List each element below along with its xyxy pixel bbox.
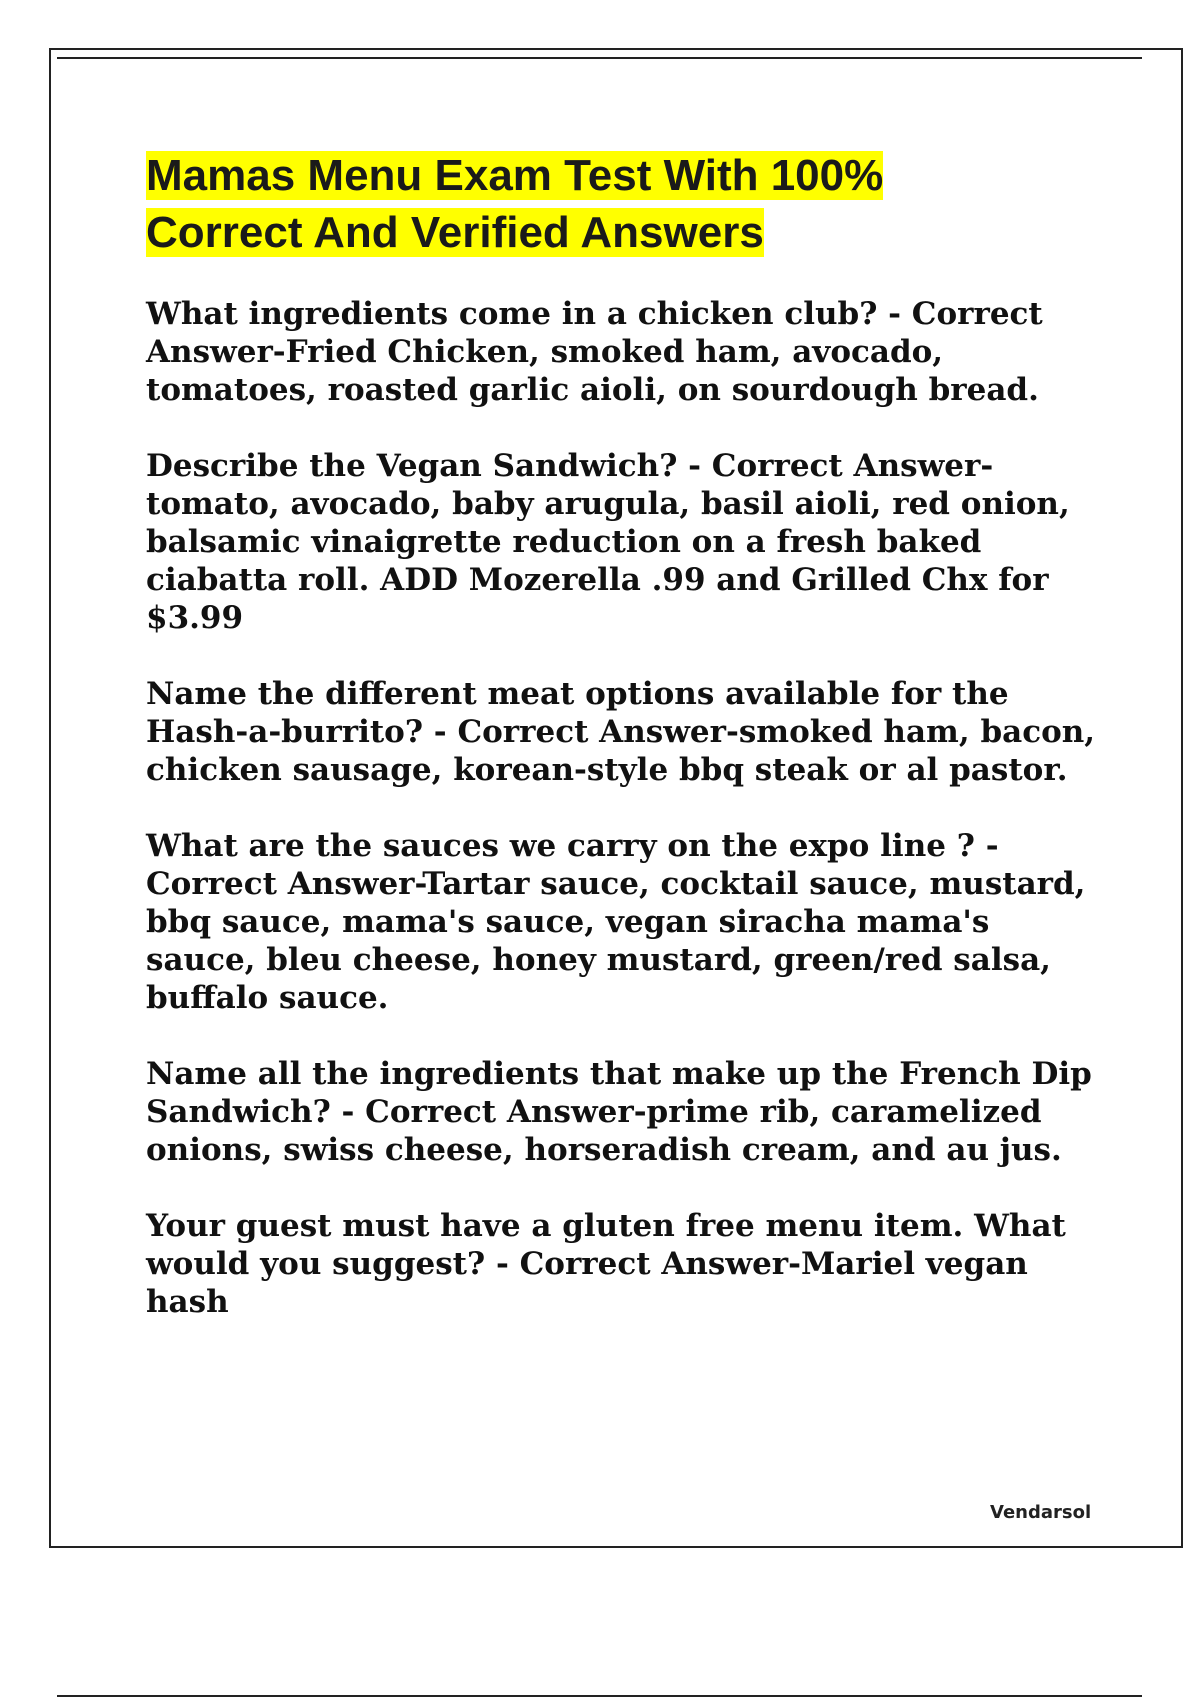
qa-item: Your guest must have a gluten free menu item. What would you suggest? - Correct Answer-Mariel vegan hash [146,1208,1066,1320]
qa-item: What are the sauces we carry on the expo line ? - Correct Answer-Tartar sauce, cocktail sauce, mustard, bbq sauce, mama's sauce, vegan siracha mama's sauce, bleu cheese, honey mustard, green/red salsa, buffalo sauce. [146,828,1086,1016]
qa-item: Name all the ingredients that make up the French Dip Sandwich? - Correct Answer-prime rib, caramelized onions, swiss cheese, horseradish cream, and au jus. [146,1056,1092,1168]
qa-item: What ingredients come in a chicken club? - Correct Answer-Fried Chicken, smoked ham, avocado, tomatoes, roasted garlic aioli, on sourdough bread. [146,296,1043,408]
document-title-text: Mamas Menu Exam Test With 100% Correct And Verified Answers [146,151,884,257]
qa-item: Describe the Vegan Sandwich? - Correct Answer-tomato, avocado, baby arugula, basil aioli, red onion, balsamic vinaigrette reduction on a fresh baked ciabatta roll. ADD Mozerella .99 and Grilled Chx for $3.99 [146,448,1070,636]
qa-item: Name the different meat options available for the Hash-a-burrito? - Correct Answer-smoked ham, bacon, chicken sausage, korean-style bbq steak or al pastor. [146,676,1096,788]
document-content [146,147,1096,1359]
document-title [146,147,1016,261]
bottom-rule [57,1695,1142,1697]
footer-brand: Vendarsol [990,1502,1092,1523]
qa-list [146,295,1096,1321]
